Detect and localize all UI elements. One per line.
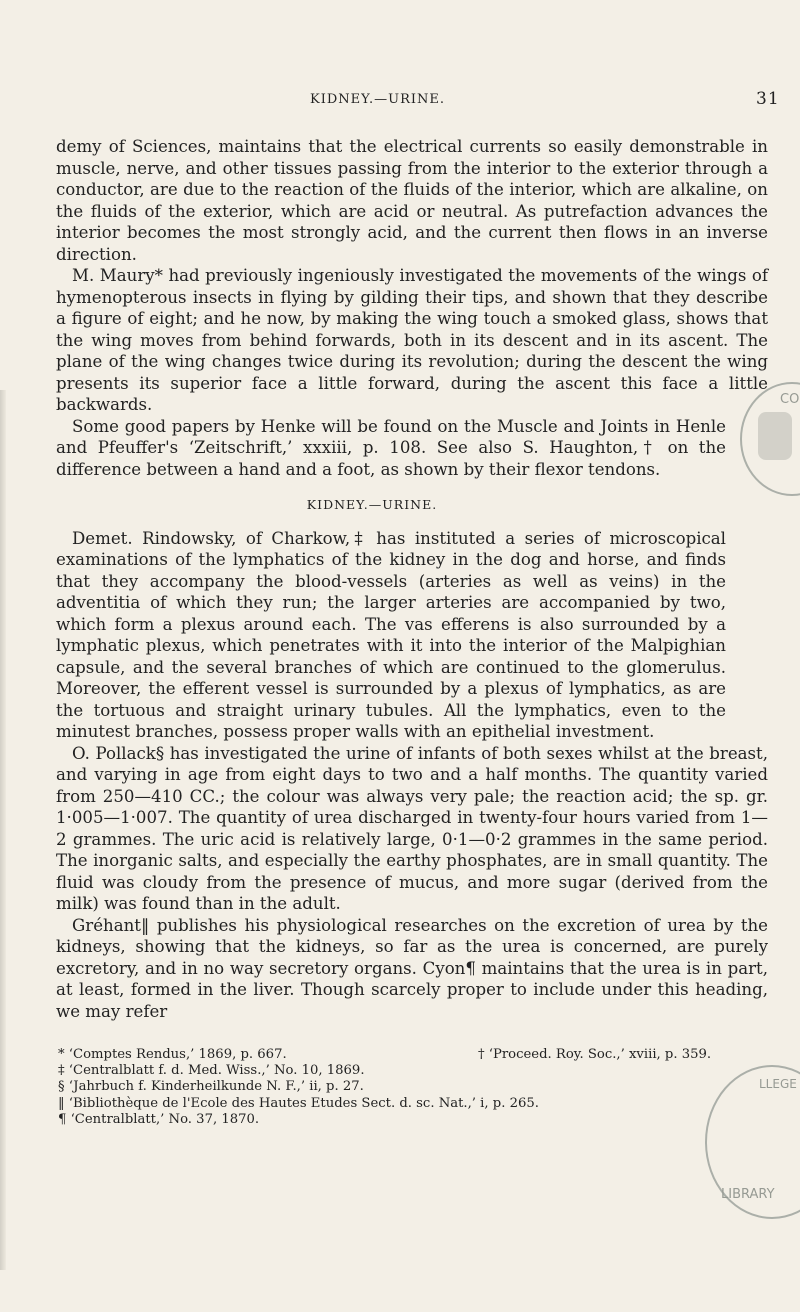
paragraph-2: M. Maury* had previously ingeniously investigated the movements of the wings of hymenopterous insects in flying by gilding their tips, and shown that they describe a figure of eight; and he now, by making the wing touch a smoked glass, shows that the wing moves from behind forwards, both in its descent and in its ascent. The plane of the wing changes twice during its revolution; during the descent the wing presents its superior face a little forward, during the ascent this face a little backwards. [56,266,768,414]
footnote-6: ¶ ‘Centralblatt,’ No. 37, 1870. [58,1111,260,1127]
page-number: 31 [756,89,780,109]
footnote-2: † ‘Proceed. Roy. Soc.,’ xviii, p. 359. [478,1047,712,1062]
footnotes [58,1047,758,1128]
page-edge-shadow [0,390,6,1270]
paragraph-3: Some good papers by Henke will be found on the Muscle and Joints in Henle and Pfeuffer's ‘Zeitschrift,’ xxxiii, p. 108. See also S. Haughton,† on the difference between a hand and a foot, as shown by their flexor tendons. [56,416,726,479]
stamp-library-text: LIBRARY [721,1187,775,1202]
section-heading: KIDNEY.—URINE. [306,497,438,512]
body-text [56,136,768,1022]
seal-crest-icon [758,412,792,460]
paragraph-4: Demet. Rindowsky, of Charkow,‡ has instituted a series of microscopical examinations of the lymphatics of the kidney in the dog and horse, and finds that they accompany the blood-vessels (arteries as well as veins) in the adventitia of which they run; the larger arteries are accompanied by two, which form a plexus around each. The vas efferens is also surrounded by a lymphatic plexus, which penetrates with it into the interior of the Malpighian capsule, and the several branches of which are continued to the glomerulus. Moreover, the efferent vessel is surrounded by a plexus of lymphatics, as are the tortuous and straight urinary tubules. All the lymphatics, even to the minutest branches, possess proper walls with an epithelial investment. [56,528,726,741]
stamp-bottom-text: LLEGE [759,1077,797,1091]
paragraph-1: demy of Sciences, maintains that the electrical currents so easily demonstrable in muscle, nerve, and other tissues passing from the interior to the exterior through a conductor, are due to the reaction of the fluids of the interior, which are alkaline, on the fluids of the exterior, which are acid or neutral. As putrefaction advances the interior becomes the most strongly acid, and the current then flows in an inverse direction. [56,137,768,264]
running-title: KIDNEY.—URINE. [310,92,446,107]
paragraph-6: Gréhant‖ publishes his physiological researches on the excretion of urea by the kidneys, showing that the kidneys, so far as the urea is concerned, are purely excretory, and in no way secretory organs. Cyon¶ maintains that the urea is in part, at least, formed in the liver. Though scarcely proper to include under this heading, we may refer [56,915,768,1021]
stamp-top-text: CO [780,392,800,407]
footnote-3: ‡ ‘Centralblatt f. d. Med. Wiss.,’ No. 10, 1869. [58,1063,365,1079]
footnote-1: * ‘Comptes Rendus,’ 1869, p. 667. [58,1047,287,1062]
footnote-4: § ‘Jahrbuch f. Kinderheilkunde N. F.,’ ii, p. 27. [58,1079,364,1095]
footnote-5: ‖ ‘Bibliothèque de l'Ecole des Hautes Etudes Sect. d. sc. Nat.,’ i, p. 265. [58,1095,539,1111]
paragraph-5: O. Pollack§ has investigated the urine of infants of both sexes whilst at the breast, and varying in age from eight days to two and a half months. The quantity varied from 250—410 CC.; the colour was always very pale; the reaction acid; the sp. gr. 1·005—1·007. The quantity of urea discharged in twenty-four hours varied from 1—2 grammes. The uric acid is relatively large, 0·1—0·2 grammes in the same period. The inorganic salts, and especially the earthy phosphates, are in small quantity. The fluid was cloudy from the presence of mucus, and more sugar (derived from the milk) was found than in the adult. [56,743,768,913]
